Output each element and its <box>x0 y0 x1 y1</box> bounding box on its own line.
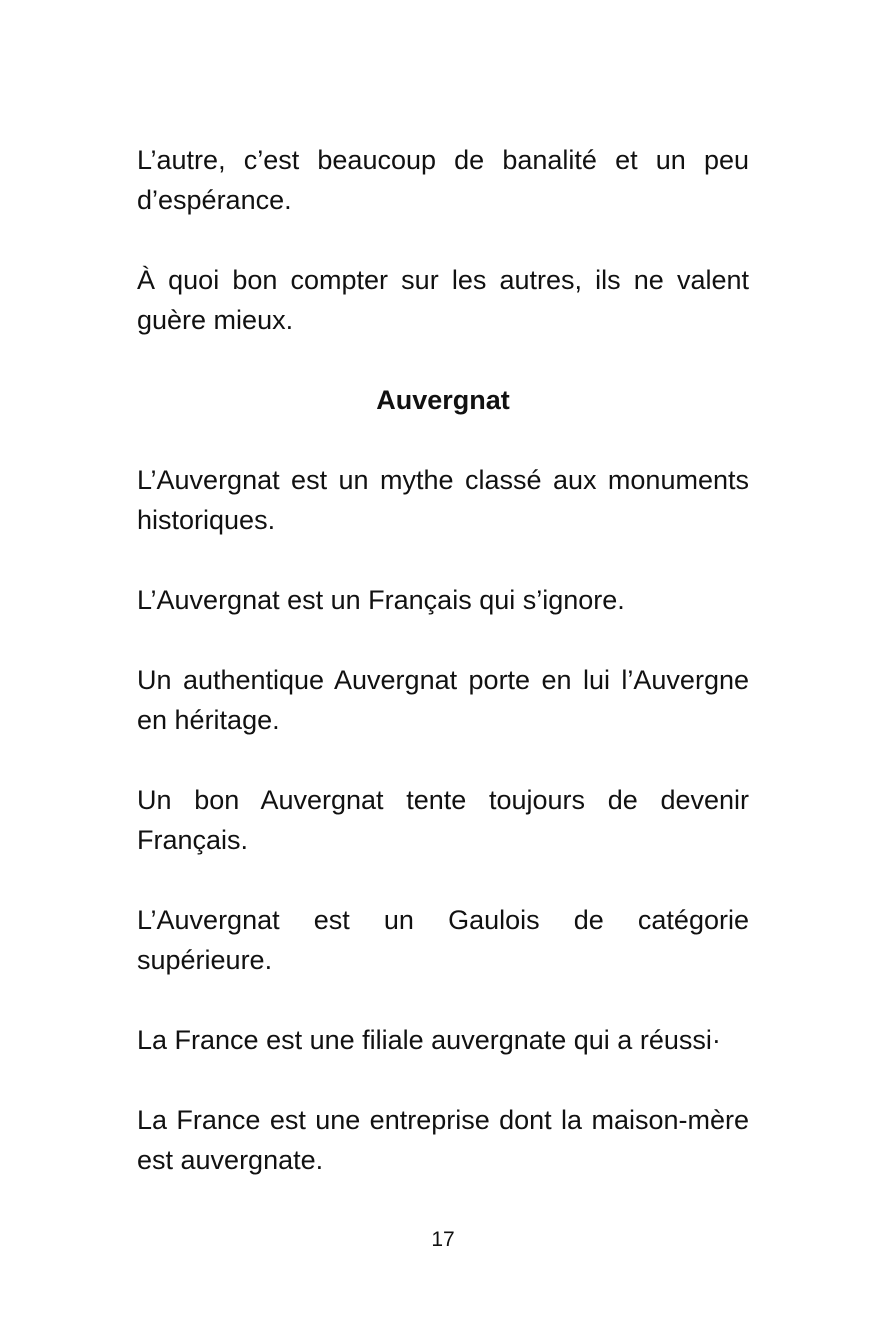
paragraph: Un bon Auvergnat tente toujours de devenir Français. <box>137 785 749 855</box>
paragraph: À quoi bon compter sur les autres, ils ne valent guère mieux. <box>137 265 749 335</box>
section-heading: Auvergnat <box>376 385 510 415</box>
page-number: 17 <box>431 1228 455 1251</box>
text-block <box>137 140 749 1220</box>
paragraph: L’Auvergnat est un Français qui s’ignore. <box>137 585 625 615</box>
paragraph: La France est une entreprise dont la maison-mère est auvergnate. <box>137 1105 749 1175</box>
paragraph: La France est une filiale auvergnate qui a réussi· <box>137 1025 721 1055</box>
paragraph: L’autre, c’est beaucoup de banalité et un peu d’espérance. <box>137 145 749 215</box>
paragraph: Un authentique Auvergnat porte en lui l’Auvergne en héritage. <box>137 665 749 735</box>
paragraph: L’Auvergnat est un mythe classé aux monuments historiques. <box>137 465 749 535</box>
paragraph: L’Auvergnat est un Gaulois de catégorie supérieure. <box>137 905 749 975</box>
